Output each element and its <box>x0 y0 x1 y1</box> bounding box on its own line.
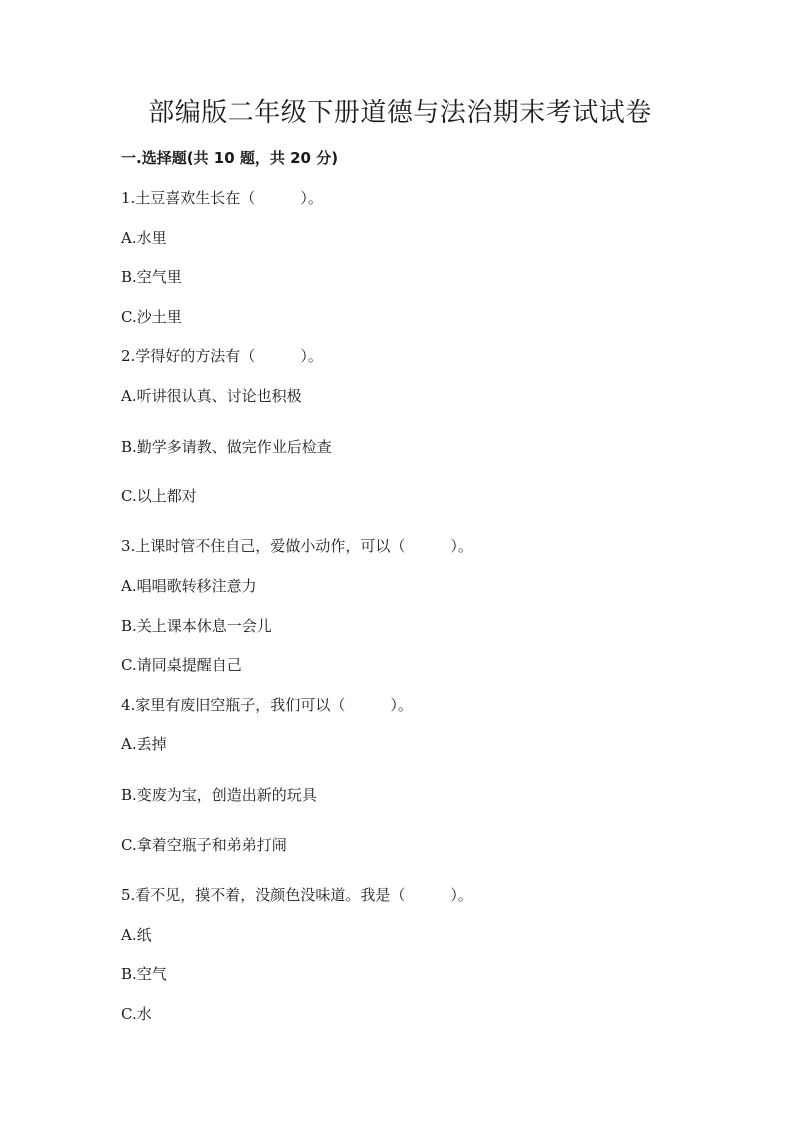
question-option: C.水 <box>121 1005 152 1023</box>
question-option: C.沙土里 <box>121 308 182 326</box>
question-option: A.水里 <box>121 229 167 247</box>
question-stem: 2.学得好的方法有（ ）。 <box>121 347 323 365</box>
question-option: A.唱唱歌转移注意力 <box>121 577 257 595</box>
question-option: C.以上都对 <box>121 487 197 505</box>
page-title: 部编版二年级下册道德与法治期末考试试卷 <box>148 98 652 128</box>
question-option: A.丢掉 <box>121 735 167 753</box>
question-stem: 3.上课时管不住自己，爱做小动作，可以（ ）。 <box>121 537 473 555</box>
question-option: B.勤学多请教、做完作业后检查 <box>121 438 332 456</box>
question-stem: 4.家里有废旧空瓶子，我们可以（ ）。 <box>121 696 413 714</box>
question-option: B.变废为宝，创造出新的玩具 <box>121 786 317 804</box>
question-option: A.纸 <box>121 926 152 944</box>
question-option: C.拿着空瓶子和弟弟打闹 <box>121 836 287 854</box>
section-heading: 一.选择题(共 10 题，共 20 分) <box>121 149 339 167</box>
question-option: B.空气 <box>121 965 167 983</box>
question-option: B.关上课本休息一会儿 <box>121 617 272 635</box>
question-stem: 1.土豆喜欢生长在（ ）。 <box>121 189 323 207</box>
question-option: B.空气里 <box>121 268 182 286</box>
question-option: A.听讲很认真、讨论也积极 <box>121 387 302 405</box>
question-stem: 5.看不见，摸不着，没颜色没味道。我是（ ）。 <box>121 886 473 904</box>
question-option: C.请同桌提醒自己 <box>121 656 242 674</box>
